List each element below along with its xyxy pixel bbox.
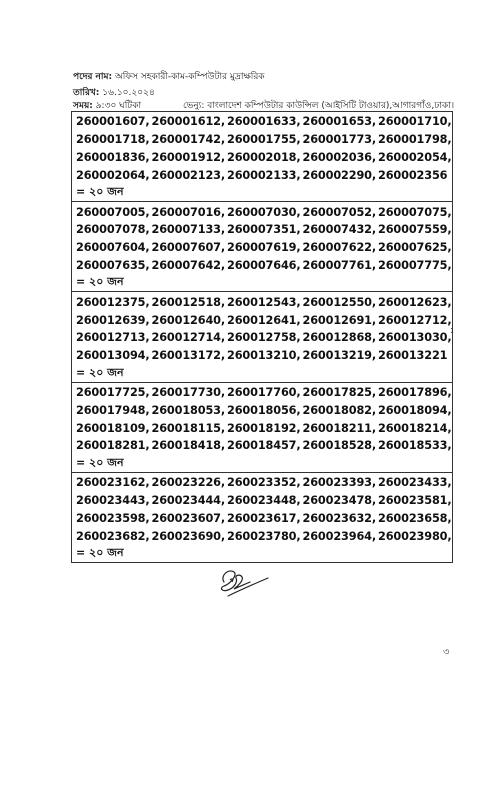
roll-number: 260007351, <box>227 223 301 237</box>
venue-label: ভেন্যু: <box>183 101 205 111</box>
roll-number: 260023690, <box>151 529 226 543</box>
roll-number: 260018056, <box>227 403 301 417</box>
group-cell <box>72 202 453 292</box>
roll-line <box>76 257 452 275</box>
roll-number: 260001710, <box>378 115 452 129</box>
roll-number: 260001633, <box>227 115 301 129</box>
roll-number: 260007052, <box>302 205 377 219</box>
roll-number: 260018082, <box>302 403 377 417</box>
roll-line <box>76 311 452 329</box>
roll-line <box>76 239 452 257</box>
roll-number: 260023682, <box>76 529 150 543</box>
roll-number: 260001607, <box>76 115 150 129</box>
date-label: তারিখ: <box>73 88 100 98</box>
roll-number: 260007432, <box>302 223 377 237</box>
roll-number: 260002356 <box>378 168 448 182</box>
roll-number: 260007635, <box>76 258 150 272</box>
roll-line <box>76 509 452 527</box>
roll-number: 260001798, <box>378 133 452 147</box>
roll-number-table <box>71 111 453 563</box>
roll-number: 260002290, <box>302 168 377 182</box>
stray-colon-mark: : <box>450 325 454 336</box>
group-row <box>72 472 453 562</box>
roll-number: 260007016, <box>151 205 226 219</box>
roll-number: 260018528, <box>302 439 377 453</box>
roll-number: 260012758, <box>227 331 301 345</box>
roll-number: 260017730, <box>151 385 226 399</box>
roll-number: 260017948, <box>76 403 150 417</box>
roll-number: 260023617, <box>227 511 301 525</box>
roll-number: 260017825, <box>302 385 377 399</box>
roll-line <box>76 293 452 311</box>
roll-number: 260018094, <box>378 403 452 417</box>
group-row <box>72 382 453 472</box>
group-row <box>72 112 453 202</box>
roll-number: 260007775, <box>378 258 452 272</box>
time-label: সময়: <box>73 101 93 111</box>
roll-number: 260013172, <box>151 349 226 363</box>
roll-number: 260007619, <box>227 241 301 255</box>
roll-number: 260001742, <box>151 133 226 147</box>
roll-line <box>76 221 452 239</box>
group-total: = ২০ জন <box>76 365 124 379</box>
roll-number: 260012641, <box>227 313 301 327</box>
roll-line <box>76 131 452 149</box>
roll-number: 260001773, <box>302 133 377 147</box>
post-label: পদের নাম: <box>73 72 113 82</box>
roll-line <box>76 203 452 221</box>
roll-number: 260012713, <box>76 331 150 345</box>
post-name-line <box>73 69 265 84</box>
group-cell <box>72 382 453 472</box>
roll-line <box>76 492 452 510</box>
roll-number: 260023980, <box>378 529 452 543</box>
group-cell <box>72 112 453 202</box>
roll-number: 260007133, <box>151 223 226 237</box>
roll-number: 260012712, <box>378 313 452 327</box>
roll-number: 260007078, <box>76 223 150 237</box>
venue-value: বাংলাদেশ কম্পিউটার কাউন্সিল (আইসিটি টাওয়ার),আগারগাঁও,ঢাকা। <box>207 101 455 111</box>
roll-number: 260002054, <box>378 150 452 164</box>
roll-number: 260023607, <box>151 511 226 525</box>
roll-number: 260013221 <box>378 349 448 363</box>
roll-number: 260013030, <box>378 331 452 345</box>
group-total: = ২০ জন <box>76 455 124 469</box>
roll-number: 260007075, <box>378 205 452 219</box>
roll-number: 260017896, <box>378 385 452 399</box>
roll-number: 260007559, <box>378 223 452 237</box>
roll-number: 260002018, <box>227 150 301 164</box>
roll-number: 260012623, <box>378 295 452 309</box>
roll-line <box>76 113 452 131</box>
roll-line <box>76 347 452 365</box>
roll-number: 260023478, <box>302 493 377 507</box>
roll-number: 260018211, <box>302 421 377 435</box>
roll-number: 260013219, <box>302 349 377 363</box>
roll-number: 260013210, <box>227 349 301 363</box>
roll-number: 260018115, <box>151 421 226 435</box>
roll-number: 260023444, <box>151 493 226 507</box>
roll-line <box>76 384 452 402</box>
roll-number: 260018533, <box>378 439 452 453</box>
roll-line <box>76 149 452 167</box>
roll-number: 260023581, <box>378 493 452 507</box>
roll-number: 260018418, <box>151 439 226 453</box>
signature-image <box>210 562 272 602</box>
roll-number: 260018192, <box>227 421 301 435</box>
roll-number: 260012639, <box>76 313 150 327</box>
post-value: অফিস সহকারী-কাম-কম্পিউটার মুদ্রাক্ষরিক <box>115 72 265 82</box>
roll-number: 260018053, <box>151 403 226 417</box>
roll-number: 260012518, <box>151 295 226 309</box>
roll-number: 260007646, <box>227 258 301 272</box>
roll-number: 260018281, <box>76 439 150 453</box>
roll-number: 260012714, <box>151 331 226 345</box>
roll-number: 260023433, <box>378 476 452 490</box>
roll-number: 260007604, <box>76 241 150 255</box>
roll-number: 260023658, <box>378 511 452 525</box>
roll-number: 260023780, <box>227 529 301 543</box>
roll-number: 260023598, <box>76 511 150 525</box>
roll-number: 260001912, <box>151 150 226 164</box>
roll-number: 260007607, <box>151 241 226 255</box>
roll-number: 260023448, <box>227 493 301 507</box>
roll-number: 260023162, <box>76 476 150 490</box>
roll-number: 260018214, <box>378 421 452 435</box>
roll-line <box>76 474 452 492</box>
roll-number: 260012375, <box>76 295 150 309</box>
page-number: ৩ <box>443 647 450 658</box>
roll-number: 260023393, <box>302 476 377 490</box>
roll-number: 260018109, <box>76 421 150 435</box>
roll-line <box>76 419 452 437</box>
roll-number: 260001836, <box>76 150 150 164</box>
roll-number: 260013094, <box>76 349 150 363</box>
roll-number: 260023964, <box>302 529 377 543</box>
roll-number: 260017760, <box>227 385 301 399</box>
roll-number: 260012640, <box>151 313 226 327</box>
roll-number: 260001653, <box>302 115 377 129</box>
group-cell <box>72 472 453 562</box>
roll-number: 260007005, <box>76 205 150 219</box>
roll-number: 260002133, <box>227 168 301 182</box>
roll-number: 260012868, <box>302 331 377 345</box>
group-total: = ২০ জন <box>76 185 124 199</box>
roll-number: 260018457, <box>227 439 301 453</box>
roll-number: 260023443, <box>76 493 150 507</box>
roll-line <box>76 401 452 419</box>
roll-line <box>76 527 452 545</box>
roll-number: 260007030, <box>227 205 301 219</box>
date-value: ১৬.১০.২০২৪ <box>102 88 155 98</box>
roll-number: 260002064, <box>76 168 150 182</box>
roll-table-body <box>72 112 453 563</box>
roll-number: 260023352, <box>227 476 301 490</box>
roll-number: 260012550, <box>302 295 377 309</box>
roll-number: 260001718, <box>76 133 150 147</box>
roll-line <box>76 166 452 184</box>
time-value: ৯:৩০ ঘটিকা <box>95 101 142 111</box>
roll-number: 260017725, <box>76 385 150 399</box>
roll-number: 260012543, <box>227 295 301 309</box>
roll-number: 260001755, <box>227 133 301 147</box>
roll-line <box>76 329 452 347</box>
roll-number: 260002036, <box>302 150 377 164</box>
roll-number: 260023632, <box>302 511 377 525</box>
roll-number: 260007642, <box>151 258 226 272</box>
group-row <box>72 202 453 292</box>
roll-number: 260012691, <box>302 313 377 327</box>
group-total: = ২০ জন <box>76 545 124 559</box>
roll-number: 260001612, <box>151 115 226 129</box>
group-total: = ২০ জন <box>76 275 124 289</box>
roll-number: 260023226, <box>151 476 226 490</box>
roll-number: 260007622, <box>302 241 377 255</box>
roll-line <box>76 437 452 455</box>
roll-number: 260007625, <box>378 241 452 255</box>
group-row <box>72 292 453 382</box>
roll-number: 260002123, <box>151 168 226 182</box>
group-cell <box>72 292 453 382</box>
roll-number: 260007761, <box>302 258 377 272</box>
